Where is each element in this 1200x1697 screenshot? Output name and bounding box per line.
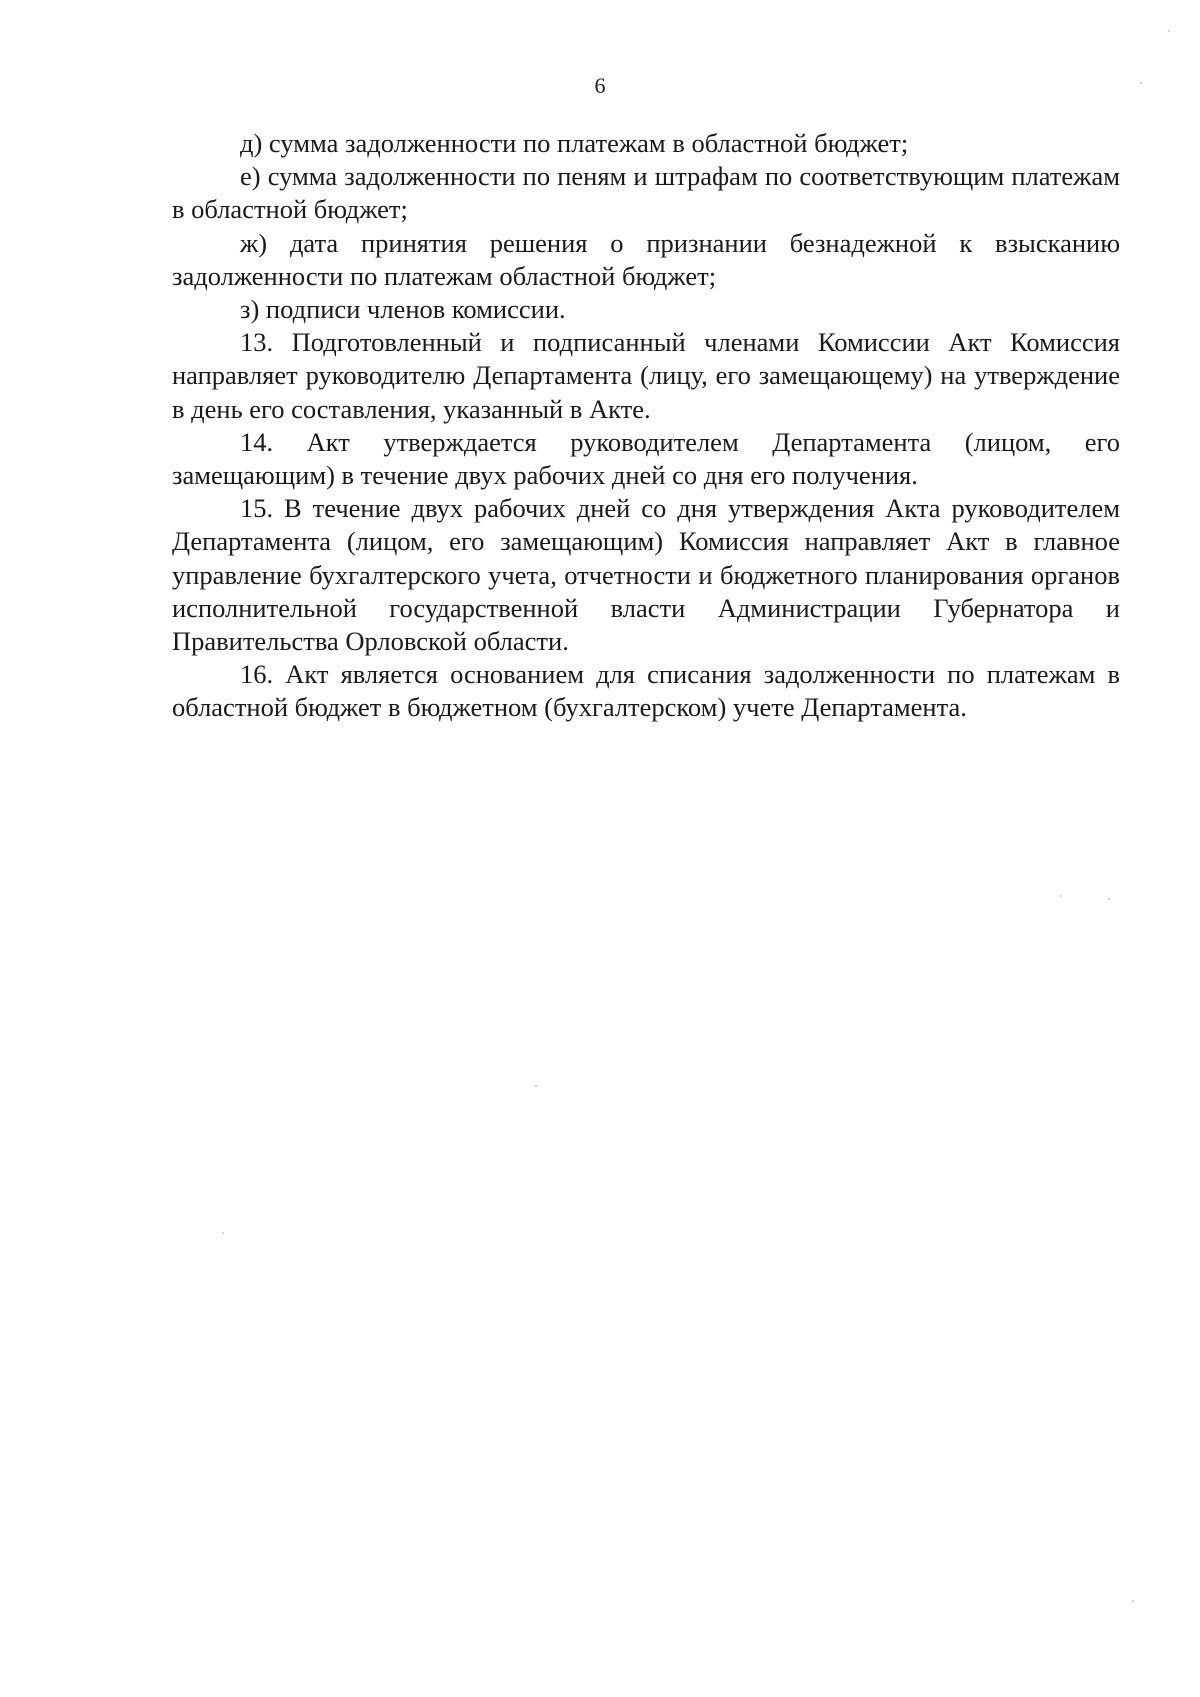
scan-speck bbox=[1060, 895, 1062, 897]
scan-speck bbox=[1132, 1600, 1134, 1602]
scan-speck bbox=[1168, 30, 1170, 32]
paragraph-item-e: е) сумма задолженности по пеням и штрафам по соответствующим платежам в областной бюджет; bbox=[172, 161, 1120, 225]
scan-speck bbox=[535, 1085, 537, 1087]
paragraph-item-z: з) подписи членов комиссии. bbox=[240, 294, 566, 325]
paragraph-15: 15. В течение двух рабочих дней со дня утверждения Акта руководителем Департамента (лицом, его замещающим) Комиссия направляет Акт в главное управление бухгалтерского учета, отчетности и бюджетного планирования органов исполнительной государственной власти Администрации Губернатора и Правительства Орловской области. bbox=[172, 493, 1120, 657]
paragraph-item-zh: ж) дата принятия решения о признании безнадежной к взысканию задолженности по платежам областной бюджет; bbox=[172, 227, 1120, 291]
paragraph-16: 16. Акт является основанием для списания задолженности по платежам в областной бюджет в бюджетном (бухгалтерском) учете Департамента. bbox=[172, 659, 1120, 723]
page-number: 6 bbox=[594, 73, 606, 98]
scan-speck bbox=[1140, 82, 1142, 84]
scan-speck bbox=[222, 1232, 224, 1234]
paragraph-item-d: д) сумма задолженности по платежам в областной бюджет; bbox=[240, 128, 909, 158]
document-body bbox=[172, 127, 1120, 725]
scan-speck bbox=[1108, 898, 1110, 900]
paragraph-14: 14. Акт утверждается руководителем Департамента (лицом, его замещающим) в течение двух рабочих дней со дня его получения. bbox=[172, 426, 1120, 491]
paragraph-13: 13. Подготовленный и подписанный членами Комиссии Акт Комиссия направляет руководителю Департамента (лицу, его замещающему) на утверждение в день его составления, указанный в Акте. bbox=[172, 327, 1120, 424]
